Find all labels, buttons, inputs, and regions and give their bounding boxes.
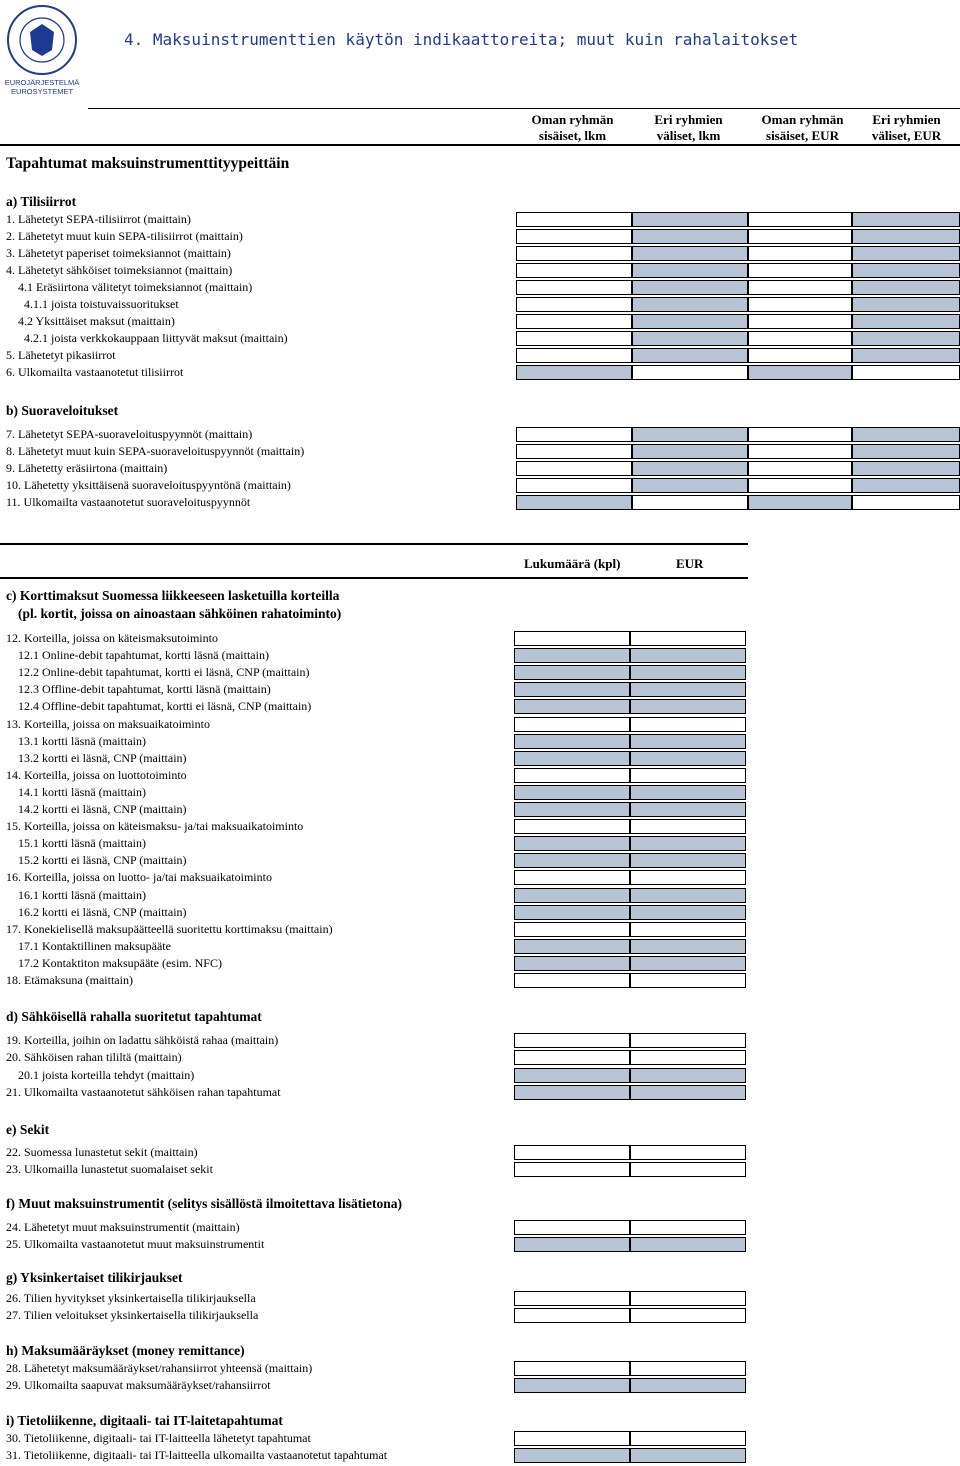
input-cell[interactable] [748, 348, 852, 363]
col-header-between-count: Eri ryhmien väliset, lkm [654, 112, 723, 143]
input-cell[interactable] [514, 1431, 630, 1446]
input-cell [630, 734, 746, 749]
row-label: 4.2.1 joista verkkokauppaan liittyvät maksut (maittain) [24, 331, 288, 345]
input-cell[interactable] [514, 922, 630, 937]
row-label: 20. Sähköisen rahan tililtä (maittain) [6, 1050, 182, 1065]
input-cell[interactable] [514, 1291, 630, 1306]
input-cell [516, 365, 632, 380]
input-cell [630, 648, 746, 663]
input-cell [632, 297, 748, 312]
row-label: 29. Ulkomailta saapuvat maksumääräykset/rahansiirrot [6, 1378, 271, 1393]
input-cell[interactable] [748, 478, 852, 493]
row-label: 30. Tietoliikenne, digitaali- tai IT-laitteella lähetetyt tapahtumat [6, 1431, 311, 1445]
row-label: 15.1 kortti läsnä (maittain) [18, 836, 146, 851]
svg-text:EUROJÄRJESTELMÄ: EUROJÄRJESTELMÄ [4, 78, 80, 87]
input-cell[interactable] [630, 922, 746, 937]
input-cell[interactable] [514, 1361, 630, 1376]
row-label: 13.1 kortti läsnä (maittain) [18, 733, 146, 748]
input-cell [852, 444, 960, 459]
row-label: 1. Lähetetyt SEPA-tilisiirrot (maittain) [6, 212, 191, 226]
input-cell [630, 939, 746, 954]
section-heading: i) Tietoliikenne, digitaali- tai IT-laitetapahtumat [6, 1413, 283, 1428]
section-heading: d) Sähköisellä rahalla suoritetut tapahtumat [6, 1009, 262, 1024]
input-cell[interactable] [630, 870, 746, 885]
input-cell [630, 682, 746, 697]
input-cell [632, 478, 748, 493]
page-title: 4. Maksuinstrumenttien käytön indikaattoreita; muut kuin rahalaitokset [124, 30, 799, 49]
input-cell[interactable] [514, 631, 630, 646]
input-cell [852, 461, 960, 476]
row-label: 26. Tilien hyvitykset yksinkertaisella tilikirjauksella [6, 1291, 256, 1305]
row-label: 19. Korteilla, joihin on ladattu sähköistä rahaa (maittain) [6, 1033, 279, 1047]
input-cell [748, 365, 852, 380]
row-label: 12.2 Online-debit tapahtumat, kortti ei läsnä, CNP (maittain) [18, 665, 310, 680]
input-cell[interactable] [514, 717, 630, 732]
row-label: 22. Suomessa lunastetut sekit (maittain) [6, 1145, 198, 1159]
input-cell[interactable] [748, 314, 852, 329]
input-cell [630, 1448, 746, 1463]
input-cell [632, 212, 748, 227]
input-cell [514, 734, 630, 749]
row-label: 2. Lähetetyt muut kuin SEPA-tilisiirrot (maittain) [6, 229, 243, 243]
row-label: 27. Tilien veloitukset yksinkertaisella tilikirjauksella [6, 1308, 259, 1323]
input-cell[interactable] [632, 495, 748, 510]
row-label: 4.1.1 joista toistuvaissuoritukset [24, 297, 179, 311]
input-cell[interactable] [630, 1308, 746, 1323]
input-cell[interactable] [514, 1145, 630, 1160]
input-cell[interactable] [630, 1050, 746, 1065]
input-cell [630, 1085, 746, 1100]
input-cell[interactable] [630, 1291, 746, 1306]
section-heading: b) Suoraveloitukset [6, 403, 119, 418]
input-cell[interactable] [516, 478, 632, 493]
input-cell [514, 853, 630, 868]
input-cell [852, 280, 960, 295]
input-cell [852, 246, 960, 261]
row-label: 12.4 Offline-debit tapahtumat, kortti ei läsnä, CNP (maittain) [18, 699, 312, 714]
row-label: 28. Lähetetyt maksumääräykset/rahansiirrot yhteensä (maittain) [6, 1361, 313, 1375]
input-cell [630, 665, 746, 680]
row-label: 4.1 Eräsiirtona välitetyt toimeksiannot (maittain) [18, 280, 253, 294]
col-header-between-eur: Eri ryhmien väliset, EUR [871, 112, 942, 143]
input-cell [514, 1448, 630, 1463]
divider [0, 577, 748, 579]
input-cell[interactable] [748, 263, 852, 278]
section-heading: f) Muut maksuinstrumentit (selitys sisällöstä ilmoitettava lisätietona) [6, 1196, 402, 1211]
input-cell[interactable] [514, 1308, 630, 1323]
input-cell[interactable] [748, 297, 852, 312]
input-cell [630, 1237, 746, 1252]
row-label: 17.1 Kontaktillinen maksupääte [18, 938, 171, 953]
input-cell [514, 785, 630, 800]
input-cell[interactable] [516, 280, 632, 295]
input-cell [630, 836, 746, 851]
input-cell[interactable] [516, 212, 632, 227]
input-cell[interactable] [630, 1145, 746, 1160]
input-cell [514, 939, 630, 954]
col-header-own-count: Oman ryhmän sisäiset, lkm [531, 112, 614, 143]
input-cell[interactable] [748, 229, 852, 244]
input-cell [514, 751, 630, 766]
input-cell[interactable] [630, 1361, 746, 1376]
input-cell[interactable] [630, 973, 746, 988]
section-heading: a) Tilisiirrot [6, 194, 77, 209]
input-cell [514, 1378, 630, 1393]
input-cell [632, 461, 748, 476]
input-cell[interactable] [630, 1162, 746, 1177]
input-cell[interactable] [514, 1162, 630, 1177]
input-cell[interactable] [516, 444, 632, 459]
input-cell[interactable] [514, 819, 630, 834]
input-cell[interactable] [514, 1050, 630, 1065]
section-heading: e) Sekit [6, 1122, 50, 1137]
input-cell[interactable] [748, 246, 852, 261]
input-cell[interactable] [514, 768, 630, 783]
input-cell [514, 648, 630, 663]
input-cell [630, 802, 746, 817]
input-cell[interactable] [514, 870, 630, 885]
section-heading: c) Korttimaksut Suomessa liikkeeseen lasketuilla korteilla [6, 588, 340, 603]
row-label: 15.2 kortti ei läsnä, CNP (maittain) [18, 853, 187, 868]
main-heading: Tapahtumat maksuinstrumenttityypeittäin [6, 155, 290, 172]
input-cell [748, 495, 852, 510]
divider [0, 144, 960, 146]
row-label: 24. Lähetetyt muut maksuinstrumentit (maittain) [6, 1220, 240, 1234]
input-cell [514, 956, 630, 971]
row-label: 9. Lähetetty eräsiirtona (maittain) [6, 461, 168, 475]
input-cell [514, 699, 630, 714]
input-cell [852, 331, 960, 346]
row-label: 14.1 kortti läsnä (maittain) [18, 784, 146, 799]
row-label: 21. Ulkomailta vastaanotetut sähköisen rahan tapahtumat [6, 1084, 281, 1099]
row-label: 17. Konekielisellä maksupäätteellä suoritettu korttimaksu (maittain) [6, 921, 333, 936]
row-label: 10. Lähetetty yksittäisenä suoraveloituspyyntönä (maittain) [6, 478, 291, 492]
input-cell [514, 802, 630, 817]
input-cell [632, 444, 748, 459]
row-label: 8. Lähetetyt muut kuin SEPA-suoraveloituspyynnöt (maittain) [6, 444, 305, 458]
row-label: 16.1 kortti läsnä (maittain) [18, 887, 146, 902]
input-cell [632, 229, 748, 244]
input-cell[interactable] [748, 212, 852, 227]
input-cell [514, 1068, 630, 1083]
row-label: 15. Korteilla, joissa on käteismaksu- ja/tai maksuaikatoiminto [6, 819, 304, 834]
input-cell[interactable] [748, 280, 852, 295]
input-cell[interactable] [630, 1431, 746, 1446]
row-label: 7. Lähetetyt SEPA-suoraveloituspyynnöt (maittain) [6, 427, 253, 441]
input-cell [852, 229, 960, 244]
input-cell[interactable] [516, 427, 632, 442]
suomen-pankki-logo [2, 2, 82, 97]
col-header-count: Lukumäärä (kpl) [524, 556, 621, 571]
row-label: 12.3 Offline-debit tapahtumat, kortti läsnä (maittain) [18, 682, 271, 697]
input-cell[interactable] [632, 365, 748, 380]
input-cell [852, 212, 960, 227]
input-cell [632, 348, 748, 363]
input-cell[interactable] [630, 768, 746, 783]
row-label: 16.2 kortti ei läsnä, CNP (maittain) [18, 904, 187, 919]
input-cell[interactable] [514, 1033, 630, 1048]
section-subheading: (pl. kortit, joissa on ainoastaan sähköinen rahatoiminto) [18, 606, 342, 621]
input-cell[interactable] [630, 819, 746, 834]
input-cell[interactable] [514, 973, 630, 988]
input-cell [516, 495, 632, 510]
input-cell [630, 1378, 746, 1393]
input-cell[interactable] [516, 348, 632, 363]
input-cell [514, 836, 630, 851]
row-label: 17.2 Kontaktiton maksupääte (esim. NFC) [18, 955, 222, 970]
divider [0, 543, 748, 545]
input-cell[interactable] [852, 495, 960, 510]
input-cell[interactable] [630, 631, 746, 646]
input-cell [630, 1068, 746, 1083]
input-cell [514, 1085, 630, 1100]
input-cell [852, 478, 960, 493]
row-label: 4.2 Yksittäiset maksut (maittain) [18, 314, 175, 328]
input-cell[interactable] [516, 297, 632, 312]
col-header-own-eur: Oman ryhmän sisäiset, EUR [761, 112, 844, 143]
input-cell[interactable] [630, 1033, 746, 1048]
row-label: 4. Lähetetyt sähköiset toimeksiannot (maittain) [6, 263, 233, 277]
input-cell [852, 427, 960, 442]
row-label: 14. Korteilla, joissa on luottotoiminto [6, 767, 187, 782]
row-label: 23. Ulkomailla lunastetut suomalaiset sekit [6, 1162, 213, 1177]
row-label: 31. Tietoliikenne, digitaali- tai IT-laitteella ulkomailta vastaanotetut tapahtumat [6, 1448, 388, 1463]
input-cell [852, 297, 960, 312]
input-cell [852, 314, 960, 329]
row-label: 11. Ulkomailta vastaanotetut suoraveloituspyynnöt [6, 495, 251, 509]
input-cell[interactable] [748, 331, 852, 346]
input-cell[interactable] [630, 1220, 746, 1235]
input-cell[interactable] [748, 444, 852, 459]
row-label: 18. Etämaksuna (maittain) [6, 973, 133, 987]
input-cell [852, 348, 960, 363]
input-cell[interactable] [748, 427, 852, 442]
divider [88, 108, 960, 109]
input-cell[interactable] [516, 461, 632, 476]
row-label: 25. Ulkomailta vastaanotetut muut maksuinstrumentit [6, 1237, 265, 1252]
row-label: 20.1 joista korteilla tehdyt (maittain) [18, 1067, 195, 1082]
input-cell [630, 751, 746, 766]
section-heading: g) Yksinkertaiset tilikirjaukset [6, 1270, 183, 1285]
input-cell [630, 853, 746, 868]
input-cell [632, 246, 748, 261]
input-cell[interactable] [852, 365, 960, 380]
input-cell[interactable] [630, 717, 746, 732]
input-cell [514, 905, 630, 920]
input-cell [514, 888, 630, 903]
input-cell [632, 314, 748, 329]
input-cell[interactable] [748, 461, 852, 476]
row-label: 3. Lähetetyt paperiset toimeksiannot (maittain) [6, 246, 231, 260]
input-cell[interactable] [516, 314, 632, 329]
row-label: 6. Ulkomailta vastaanotetut tilisiirrot [6, 365, 184, 379]
input-cell [632, 280, 748, 295]
input-cell [630, 699, 746, 714]
section-heading: h) Maksumääräykset (money remittance) [6, 1343, 245, 1358]
row-label: 12. Korteilla, joissa on käteismaksutoiminto [6, 631, 218, 645]
row-label: 16. Korteilla, joissa on luotto- ja/tai maksuaikatoiminto [6, 870, 272, 885]
input-cell [630, 888, 746, 903]
col-header-eur: EUR [676, 556, 704, 571]
input-cell [514, 682, 630, 697]
input-cell [852, 263, 960, 278]
row-label: 14.2 kortti ei läsnä, CNP (maittain) [18, 802, 187, 816]
input-cell [630, 956, 746, 971]
input-cell [632, 263, 748, 278]
input-cell[interactable] [516, 331, 632, 346]
input-cell [514, 665, 630, 680]
input-cell[interactable] [516, 263, 632, 278]
input-cell [630, 785, 746, 800]
row-label: 13. Korteilla, joissa on maksuaikatoiminto [6, 716, 210, 731]
input-cell[interactable] [514, 1220, 630, 1235]
svg-text:EUROSYSTEMET: EUROSYSTEMET [10, 87, 74, 96]
input-cell[interactable] [516, 229, 632, 244]
input-cell [514, 1237, 630, 1252]
input-cell [632, 427, 748, 442]
input-cell [632, 331, 748, 346]
row-label: 12.1 Online-debit tapahtumat, kortti läsnä (maittain) [18, 648, 269, 663]
row-label: 13.2 kortti ei läsnä, CNP (maittain) [18, 750, 187, 765]
input-cell [630, 905, 746, 920]
input-cell[interactable] [516, 246, 632, 261]
row-label: 5. Lähetetyt pikasiirrot [6, 348, 116, 362]
